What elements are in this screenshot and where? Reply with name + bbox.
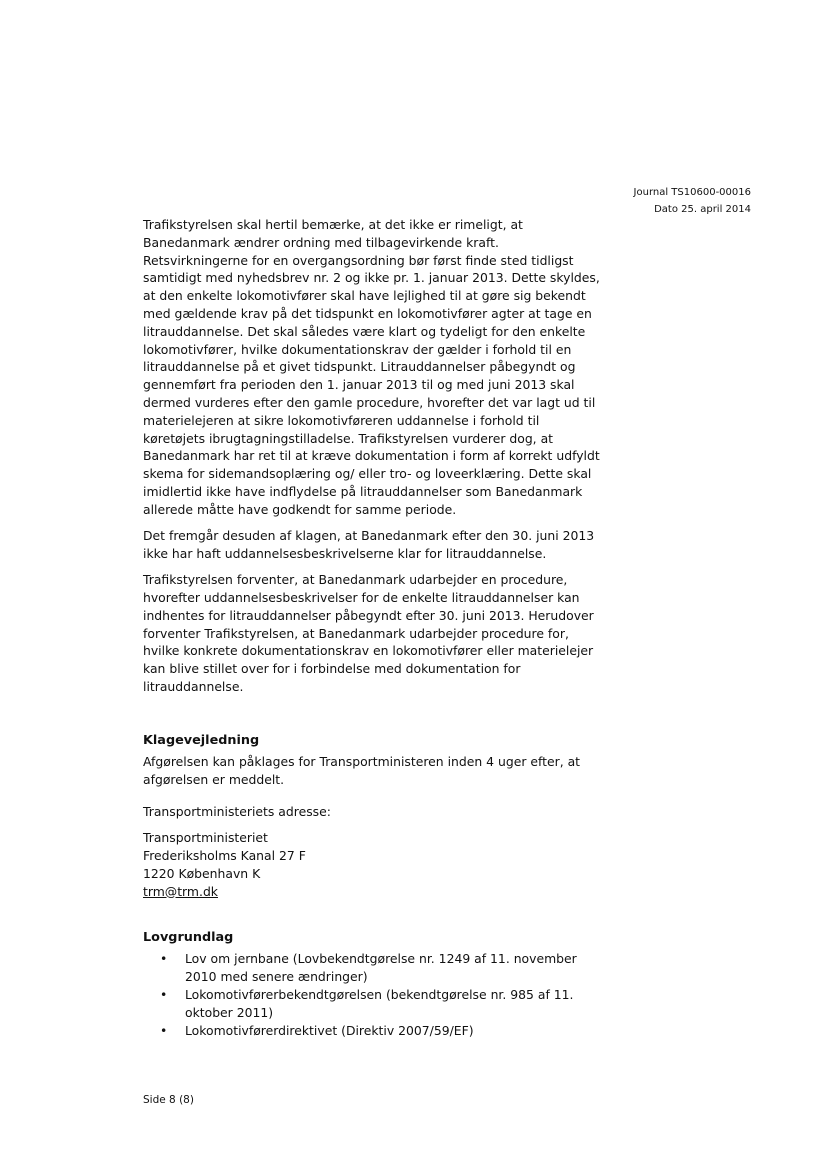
legal-heading: Lovgrundlag — [143, 929, 234, 945]
legal-item-text: Lokomotivførerbekendtgørelsen (bekendtgørelse nr. 985 af 11. oktober 2011) — [185, 986, 574, 1020]
address-city: 1220 København K — [143, 866, 261, 881]
paragraph-expectation: Trafikstyrelsen forventer, at Banedanmark udarbejder en procedure, hvorefter uddannelsesbeskrivelser for de enkelte litrauddannelser kan indhentes for litrauddannelser påbegyndt efter 30. juni 2013. Herudover forventer Trafikstyrelsen, at Banedanmark udarbejder procedure for, hvilke konkrete dokumentationskrav en lokomotivfører eller materielejer kan blive stillet over for i forbindelse med dokumentation for litrauddannelse. — [143, 572, 594, 694]
legal-item-text: Lov om jernbane (Lovbekendtgørelse nr. 1249 af 11. november 2010 med senere ændringer) — [185, 951, 577, 985]
appeal-text: Afgørelsen kan påklages for Transportministeren inden 4 uger efter, at afgørelsen er meddelt. — [143, 754, 581, 787]
paragraph-retroactive: Trafikstyrelsen skal hertil bemærke, at det ikke er rimeligt, at Banedanmark ændrer ordning med tilbagevirkende kraft. Retsvirkningerne for en overgangsordning bør først finde sted tidligst samtidigt med nyhedsbrev nr. 2 og ikke pr. 1. januar 2013. Dette skyldes, at den enkelte lokomotivfører skal have lejlighed til at gøre sig bekendt med gældende krav på det tidspunkt en lokomotivfører agter at tage en litrauddannelse. Det skal således være klart og tydeligt for den enkelte lokomotivfører, hvilke dokumentationskrav der gælder i forhold til en litrauddannelse på et givet tidspunkt. Litrauddannelser påbegyndt og gennemført fra perioden den 1. januar 2013 til og med juni 2013 skal dermed vurderes efter den gamle procedure, hvorefter det var lagt ud til materielejeren at sikre lokomotivføreren uddannelse i forhold til køretøjets ibrugtagningstilladelse. Trafikstyrelsen vurderer dog, at Banedanmark har ret til at kræve dokumentation i form af korrekt udfyldt skema for sidemandsoplæring og/ eller tro- og loveerklæring. Dette skal imidlertid ikke have indflydelse på litrauddannelser som Banedanmark allerede måtte have godkendt for samme periode. — [143, 217, 600, 517]
bullet-icon: • — [160, 951, 168, 967]
document-date: Dato 25. april 2014 — [654, 204, 751, 215]
address-name: Transportministeriet — [143, 830, 268, 846]
address-block — [143, 829, 605, 900]
document-meta — [634, 184, 751, 218]
legal-item-text: Lokomotivførerdirektivet (Direktiv 2007/59/EF) — [185, 1022, 474, 1038]
list-item — [143, 1022, 605, 1040]
journal-number: Journal TS10600-00016 — [633, 187, 751, 198]
list-item — [143, 986, 605, 1022]
address-label: Transportministeriets adresse: — [143, 803, 331, 819]
address-street: Frederiksholms Kanal 27 F — [143, 848, 306, 864]
page-number: Side 8 (8) — [143, 1094, 194, 1106]
appeal-heading: Klagevejledning — [143, 733, 260, 749]
legal-list — [143, 950, 605, 1039]
paragraph-complaint: Det fremgår desuden af klagen, at Banedanmark efter den 30. juni 2013 ikke har haft uddannelsesbeskrivelserne klar for litrauddannelse. — [143, 528, 595, 561]
document-body — [143, 216, 605, 1039]
bullet-icon: • — [160, 1022, 168, 1038]
bullet-icon: • — [160, 986, 168, 1002]
email-link[interactable]: trm@trm.dk — [143, 883, 218, 899]
list-item — [143, 950, 605, 986]
